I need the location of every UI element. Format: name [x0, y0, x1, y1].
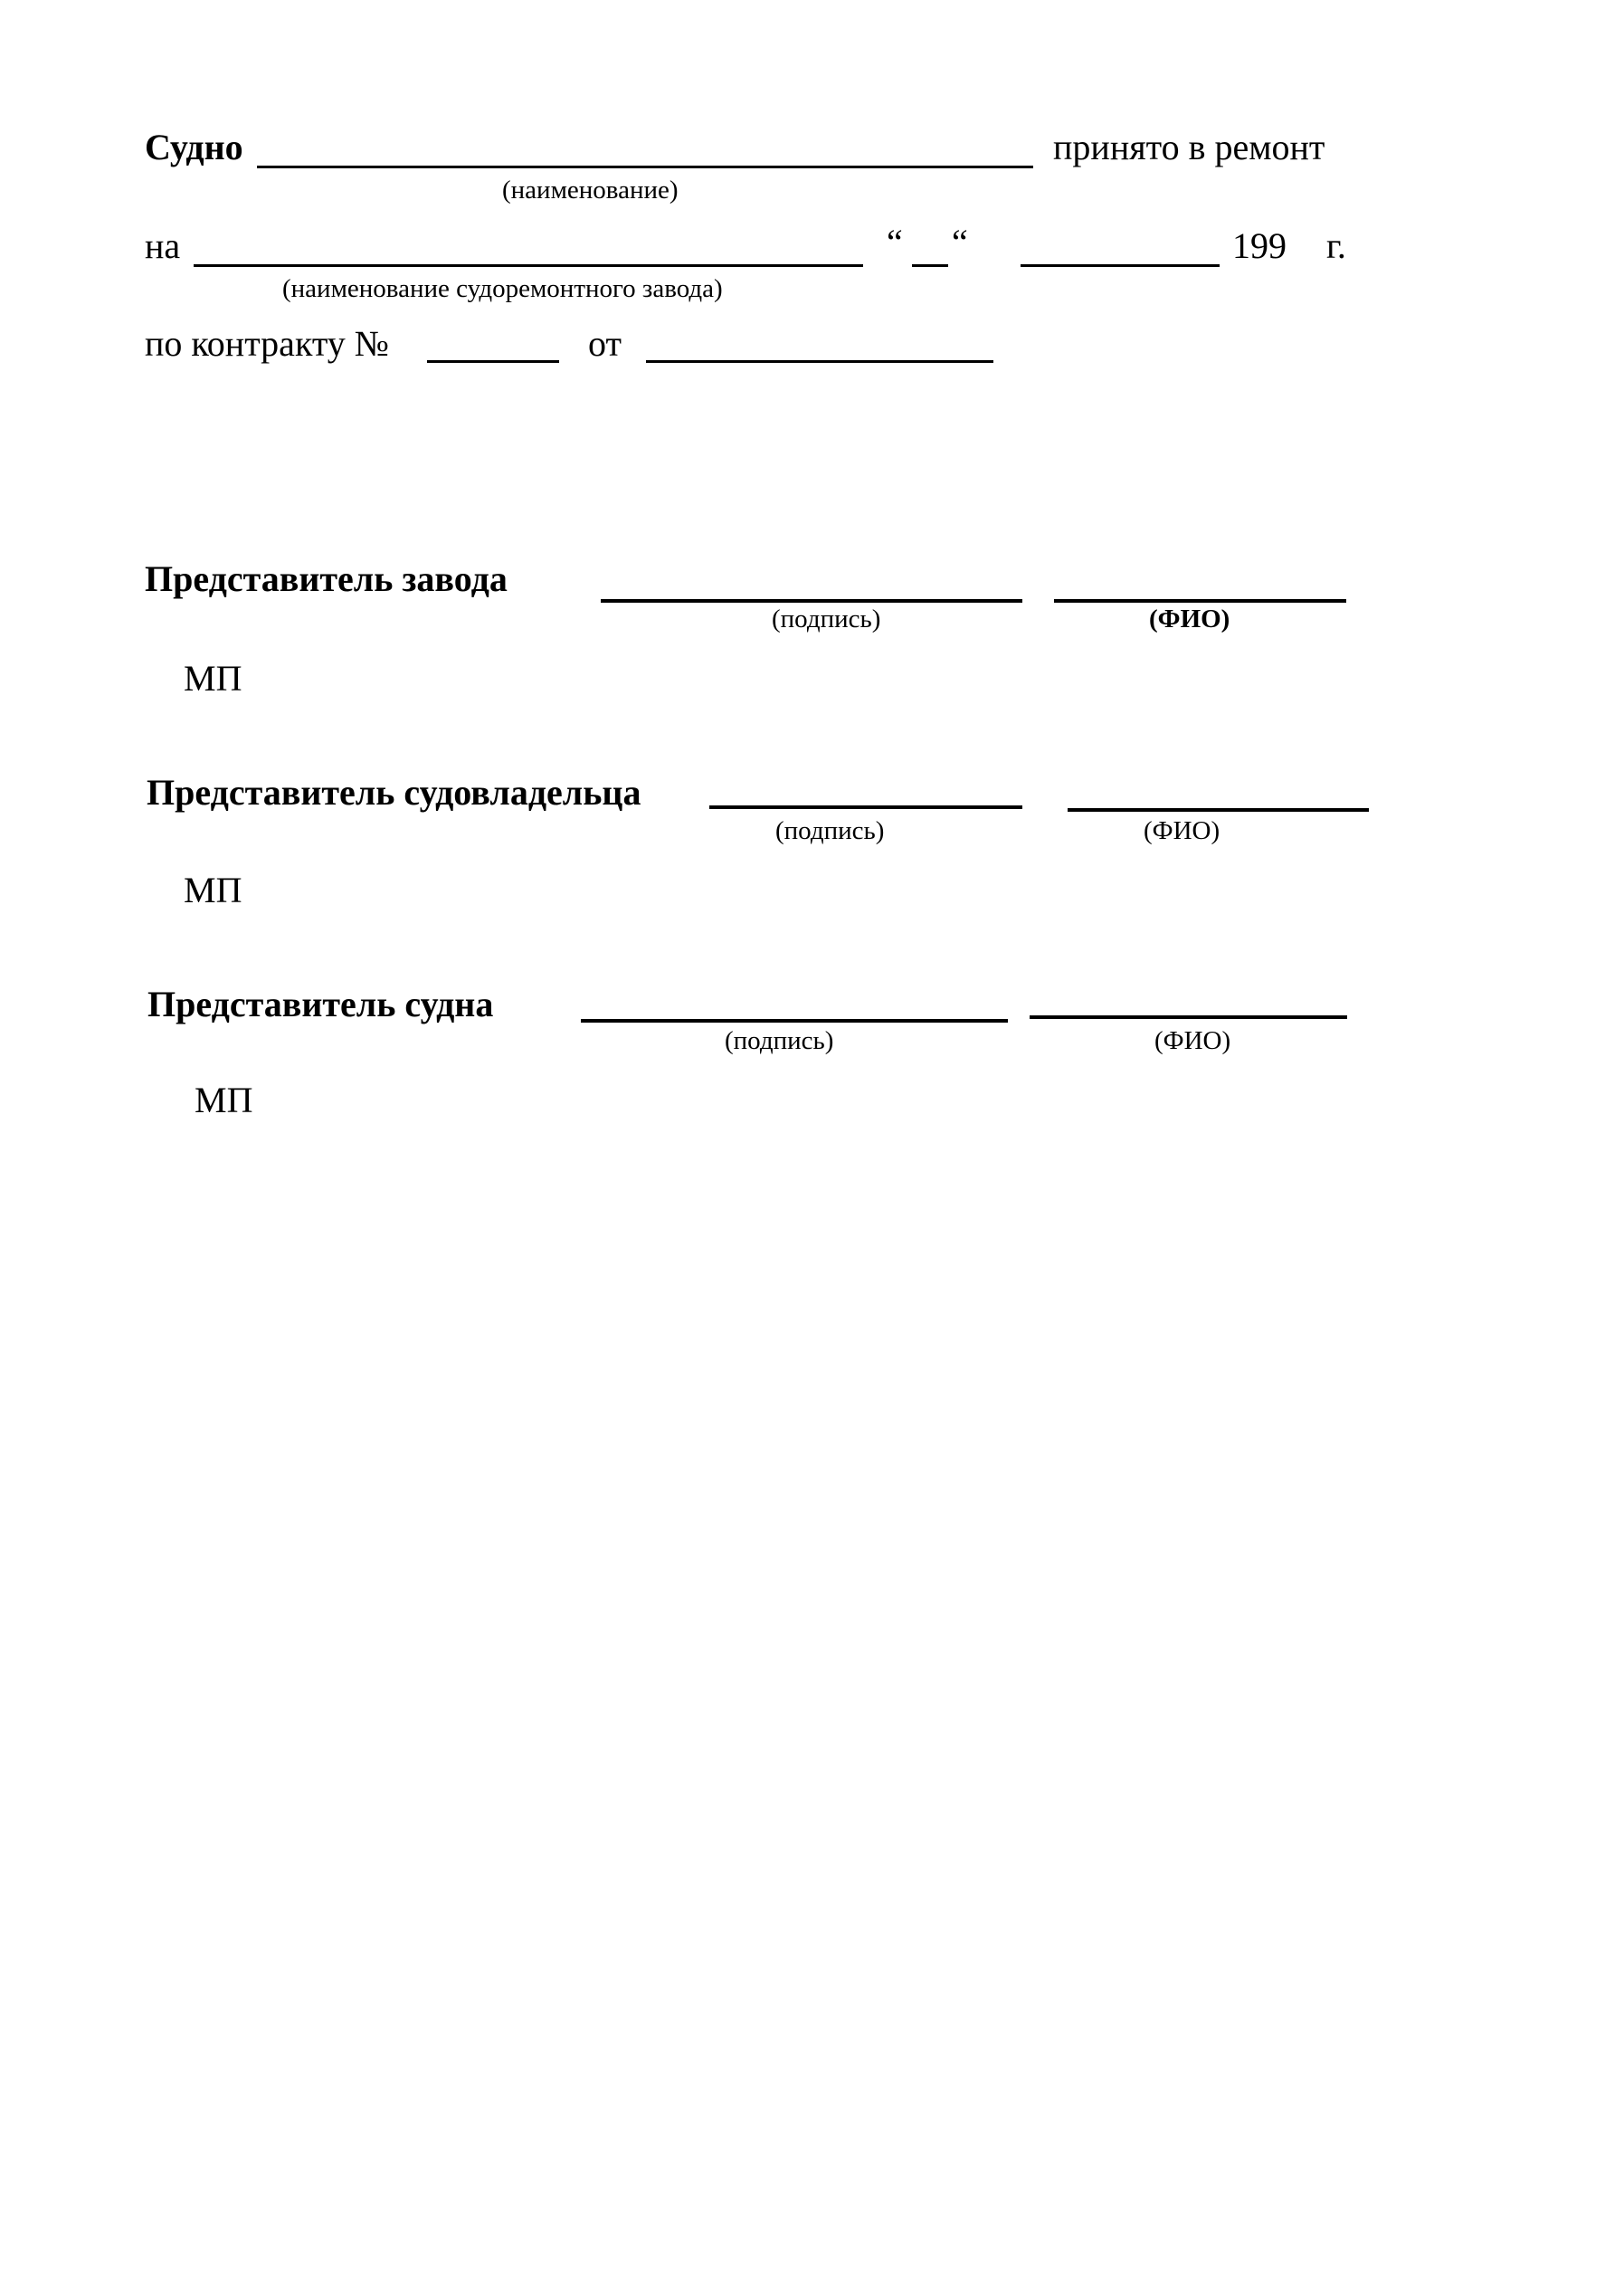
plant-rep-stamp: МП [184, 658, 242, 699]
ship-rep-signature-caption: (подпись) [725, 1026, 834, 1055]
ship-name-caption: (наименование) [502, 176, 679, 205]
ship-rep-signature-field[interactable] [581, 1019, 1008, 1023]
ship-name-field[interactable] [257, 166, 1033, 168]
owner-rep-title: Представитель судовладельца [147, 772, 641, 813]
plant-rep-title: Представитель завода [145, 558, 508, 599]
contract-number-field[interactable] [427, 360, 559, 363]
plant-rep-signature-field[interactable] [601, 599, 1022, 603]
contract-date-field[interactable] [646, 360, 993, 363]
quote-open: “ [887, 222, 903, 262]
owner-rep-name-field[interactable] [1068, 808, 1369, 812]
contract-label: по контракту № [145, 323, 389, 364]
month-field[interactable] [1021, 264, 1220, 267]
ship-rep-stamp: МП [195, 1080, 253, 1120]
ship-rep-title: Представитель судна [147, 984, 494, 1024]
year-prefix: 199 [1232, 225, 1287, 266]
quote-close: “ [952, 222, 968, 262]
at-label: на [145, 225, 181, 266]
plant-rep-signature-caption: (подпись) [772, 605, 881, 633]
ship-label: Судно [145, 127, 243, 167]
owner-rep-signature-caption: (подпись) [775, 816, 885, 845]
day-field[interactable] [912, 264, 948, 267]
plant-rep-name-field[interactable] [1054, 599, 1346, 603]
plant-rep-name-caption: (ФИО) [1149, 605, 1230, 633]
ship-rep-name-caption: (ФИО) [1154, 1026, 1231, 1055]
owner-rep-name-caption: (ФИО) [1144, 816, 1220, 845]
ship-rep-name-field[interactable] [1030, 1015, 1347, 1019]
owner-rep-stamp: МП [184, 870, 242, 910]
year-suffix: г. [1326, 225, 1346, 266]
owner-rep-signature-field[interactable] [709, 805, 1022, 809]
plant-name-field[interactable] [194, 264, 863, 267]
from-label: от [588, 323, 622, 364]
plant-name-caption: (наименование судоремонтного завода) [282, 274, 723, 303]
accepted-text: принято в ремонт [1053, 127, 1325, 167]
